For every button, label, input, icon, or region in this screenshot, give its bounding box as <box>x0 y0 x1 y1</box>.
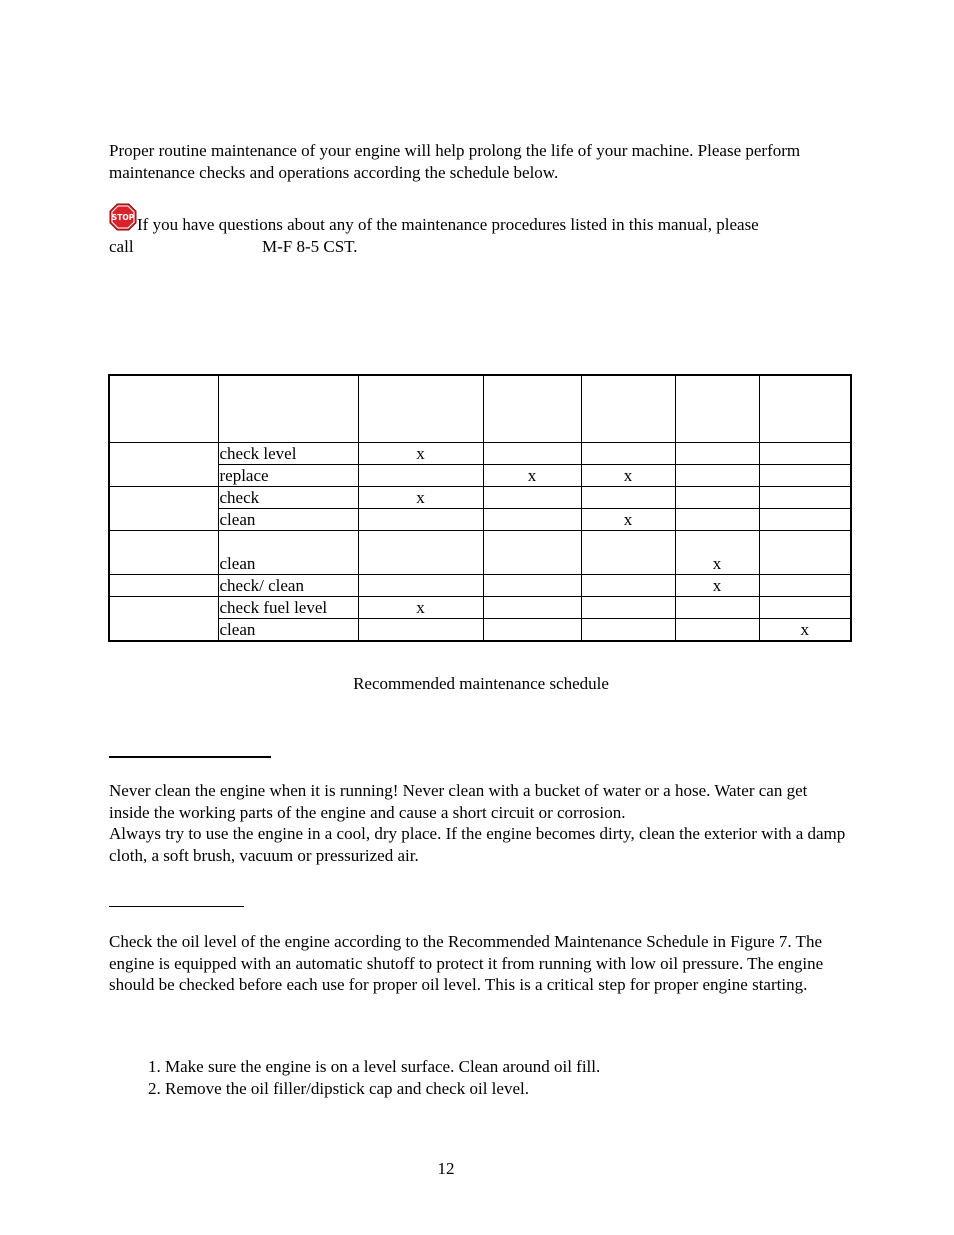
action-cell: replace <box>218 465 358 487</box>
mark-cell <box>483 509 581 531</box>
mark-cell <box>358 509 483 531</box>
table-row <box>109 597 851 619</box>
action-cell: clean <box>218 619 358 642</box>
mark-cell: x <box>358 443 483 465</box>
mark-cell: x <box>581 465 675 487</box>
item-cell <box>109 443 218 487</box>
action-cell: check fuel level <box>218 597 358 619</box>
header-cell <box>759 375 851 443</box>
mark-cell <box>358 575 483 597</box>
mark-cell: x <box>358 487 483 509</box>
mark-cell <box>483 531 581 575</box>
item-cell <box>109 575 218 597</box>
mark-cell <box>759 509 851 531</box>
table-row <box>109 465 851 487</box>
item-cell <box>109 597 218 642</box>
mark-cell: x <box>358 597 483 619</box>
mark-cell <box>675 487 759 509</box>
notice-line-1: If you have questions about any of the maintenance procedures listed in this manual, please <box>137 215 759 234</box>
mark-cell <box>675 619 759 642</box>
table-row <box>109 509 851 531</box>
mark-cell <box>759 531 851 575</box>
mark-cell <box>759 575 851 597</box>
mark-cell <box>483 597 581 619</box>
mark-cell <box>581 487 675 509</box>
mark-cell <box>675 443 759 465</box>
mark-cell <box>675 465 759 487</box>
notice-call-label: call <box>109 237 134 256</box>
table-row <box>109 619 851 642</box>
table-row <box>109 531 851 575</box>
table-header-row <box>109 375 851 443</box>
action-cell: check <box>218 487 358 509</box>
mark-cell <box>358 531 483 575</box>
header-cell <box>218 375 358 443</box>
oil-paragraph: Check the oil level of the engine according to the Recommended Maintenance Schedule in Figure 7. The engine is equipped with an automatic shutoff to protect it from running with low oil pressure. The engine should be checked before each use for proper oil level. This is a critical step for proper engine starting. <box>109 932 824 994</box>
table-row <box>109 443 851 465</box>
mark-cell <box>759 465 851 487</box>
mark-cell <box>675 509 759 531</box>
mark-cell <box>759 597 851 619</box>
intro-paragraph: Proper routine maintenance of your engine will help prolong the life of your machine. Please perform maintenance checks and operations according the schedule below. <box>109 141 801 182</box>
cleaning-paragraph-1: Never clean the engine when it is running! Never clean with a bucket of water or a hose. Water can get inside the working parts of the engine and cause a short circuit or corrosion. <box>109 781 808 822</box>
mark-cell <box>581 575 675 597</box>
stop-sign-icon <box>109 203 137 231</box>
header-cell <box>109 375 218 443</box>
mark-cell <box>581 443 675 465</box>
mark-cell: x <box>759 619 851 642</box>
mark-cell <box>581 597 675 619</box>
mark-cell: x <box>581 509 675 531</box>
item-cell <box>109 487 218 531</box>
mark-cell <box>483 443 581 465</box>
list-item: 1. Make sure the engine is on a level surface. Clean around oil fill. <box>165 1056 905 1078</box>
mark-cell <box>483 487 581 509</box>
mark-cell: x <box>675 575 759 597</box>
list-item: 2. Remove the oil filler/dipstick cap and check oil level. <box>165 1078 905 1100</box>
mark-cell: x <box>483 465 581 487</box>
table-row <box>109 487 851 509</box>
mark-cell <box>358 619 483 642</box>
section-heading-rule <box>109 906 244 907</box>
mark-cell <box>581 531 675 575</box>
oil-check-steps <box>109 1056 905 1099</box>
action-cell: clean <box>218 509 358 531</box>
page-number: 12 <box>437 1159 455 1178</box>
mark-cell <box>675 597 759 619</box>
mark-cell <box>759 487 851 509</box>
header-cell <box>483 375 581 443</box>
mark-cell <box>581 619 675 642</box>
notice-hours: M-F 8-5 CST. <box>262 237 358 256</box>
action-cell: check level <box>218 443 358 465</box>
header-cell <box>581 375 675 443</box>
header-cell <box>358 375 483 443</box>
mark-cell: x <box>675 531 759 575</box>
section-heading-rule <box>109 756 271 758</box>
table-caption: Recommended maintenance schedule <box>353 674 609 693</box>
mark-cell <box>759 443 851 465</box>
action-cell: clean <box>218 531 358 575</box>
item-cell <box>109 531 218 575</box>
header-cell <box>675 375 759 443</box>
cleaning-paragraph-2: Always try to use the engine in a cool, dry place. If the engine becomes dirty, clean the exterior with a damp cloth, a soft brush, vacuum or pressurized air. <box>109 824 846 865</box>
table-row <box>109 575 851 597</box>
mark-cell <box>483 619 581 642</box>
action-cell: check/ clean <box>218 575 358 597</box>
mark-cell <box>483 575 581 597</box>
svg-text:STOP: STOP <box>111 213 135 222</box>
mark-cell <box>358 465 483 487</box>
maintenance-schedule-table <box>108 374 852 642</box>
